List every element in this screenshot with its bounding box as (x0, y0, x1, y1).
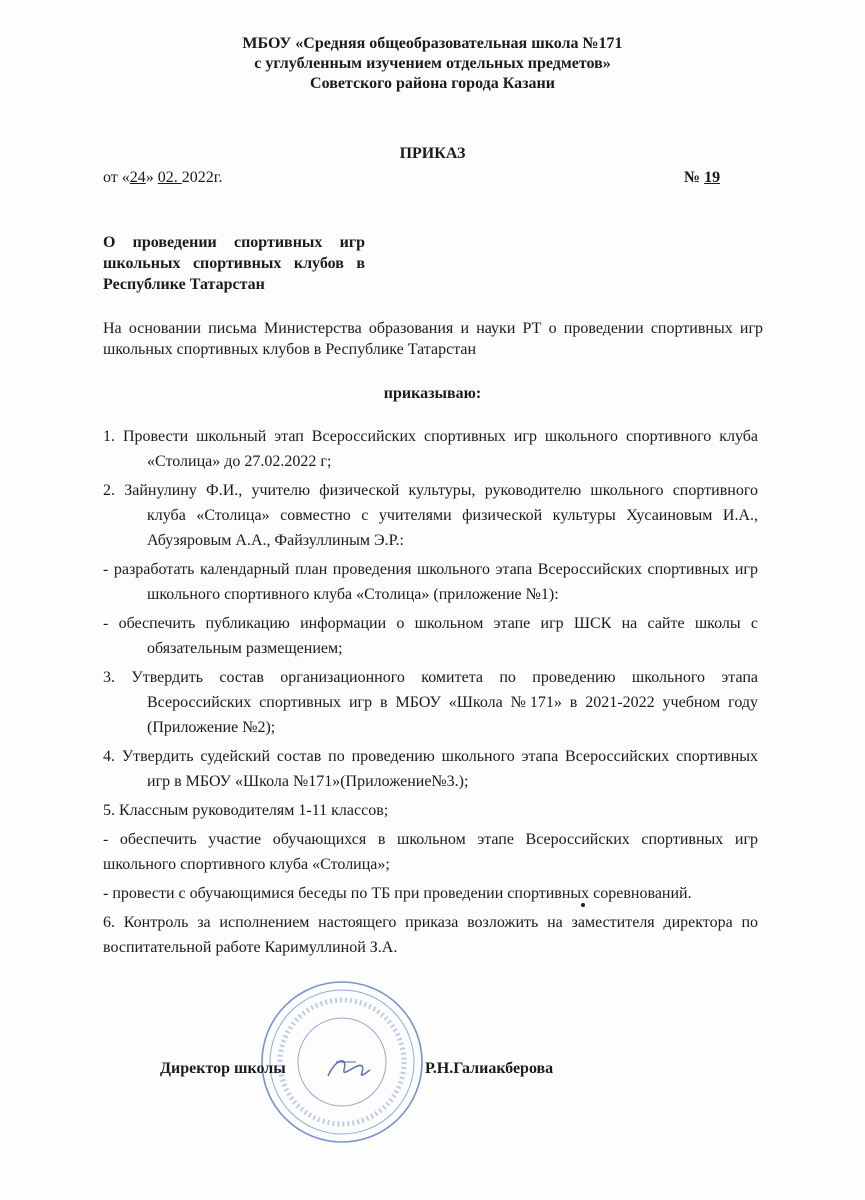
order-item: - обеспечить публикацию информации о школьном этапе игр ШСК на сайте школы с обязательным размещением; (103, 615, 758, 657)
order-number (684, 169, 720, 187)
order-title: ПРИКАЗ (399, 145, 466, 162)
order-command: приказываю: (383, 385, 482, 402)
order-date (103, 169, 223, 187)
number-value: 19 (704, 169, 721, 186)
order-item: 6. Контроль за исполнением настоящего приказа возложить на заместителя директора по воспитательной работе Каримуллиной З.А. (103, 914, 758, 956)
number-prefix: № (684, 169, 705, 186)
school-header (0, 34, 865, 94)
order-basis: На основании письма Министерства образования и науки РТ о проведении спортивных игр школьных спортивных клубов в Республике Татарстан (103, 320, 763, 358)
order-item: - провести с обучающимися беседы по ТБ при проведении спортивных соревнований. (103, 885, 692, 902)
signature-position: Директор школы (160, 1060, 286, 1077)
signature-name: Р.Н.Галиакберова (425, 1060, 554, 1077)
date-year: 2022г. (181, 169, 223, 186)
order-item: - обеспечить участие обучающихся в школьном этапе Всероссийских спортивных игр школьного спортивного клуба «Столица»; (103, 831, 758, 873)
order-items (103, 424, 758, 964)
order-subject: О проведении спортивных игр школьных спортивных клубов в Республике Татарстан (103, 234, 365, 293)
header-line-2: с углубленным изучением отдельных предметов» (254, 55, 611, 72)
order-item: 3. Утвердить состав организационного комитета по проведению школьного этапа Всероссийских спортивных игр в МБОУ «Школа №171» в 2021-2022 учебном году (Приложение №2); (103, 669, 758, 736)
order-item: - разработать календарный план проведения школьного этапа Всероссийских спортивных игр школьного спортивного клуба «Столица» (приложение №1): (103, 561, 758, 603)
order-item: 4. Утвердить судейский состав по проведению школьного этапа Всероссийских спортивных игр в МБОУ «Школа №171»(Приложение№3.); (103, 748, 758, 790)
date-mid: » (145, 169, 158, 186)
date-day: 24 (129, 169, 146, 186)
ink-dot (581, 903, 585, 907)
order-item: 1. Провести школьный этап Всероссийских спортивных игр школьного спортивного клуба «Столица» до 27.02.2022 г; (103, 428, 758, 470)
order-item: 2. Зайнулину Ф.И., учителю физической культуры, руководителю школьного спортивного клуба «Столица» совместно с учителями физической культуры Хусаиновым И.А., Абузяровым А.А., Файзуллиным Э.Р.: (103, 482, 758, 549)
header-line-3: Советского района города Казани (310, 75, 555, 92)
date-prefix: от « (103, 169, 130, 186)
date-month: 02. (157, 169, 182, 186)
header-line-1: МБОУ «Средняя общеобразовательная школа №171 (242, 35, 623, 52)
order-item: 5. Классным руководителям 1-11 классов; (103, 802, 389, 819)
